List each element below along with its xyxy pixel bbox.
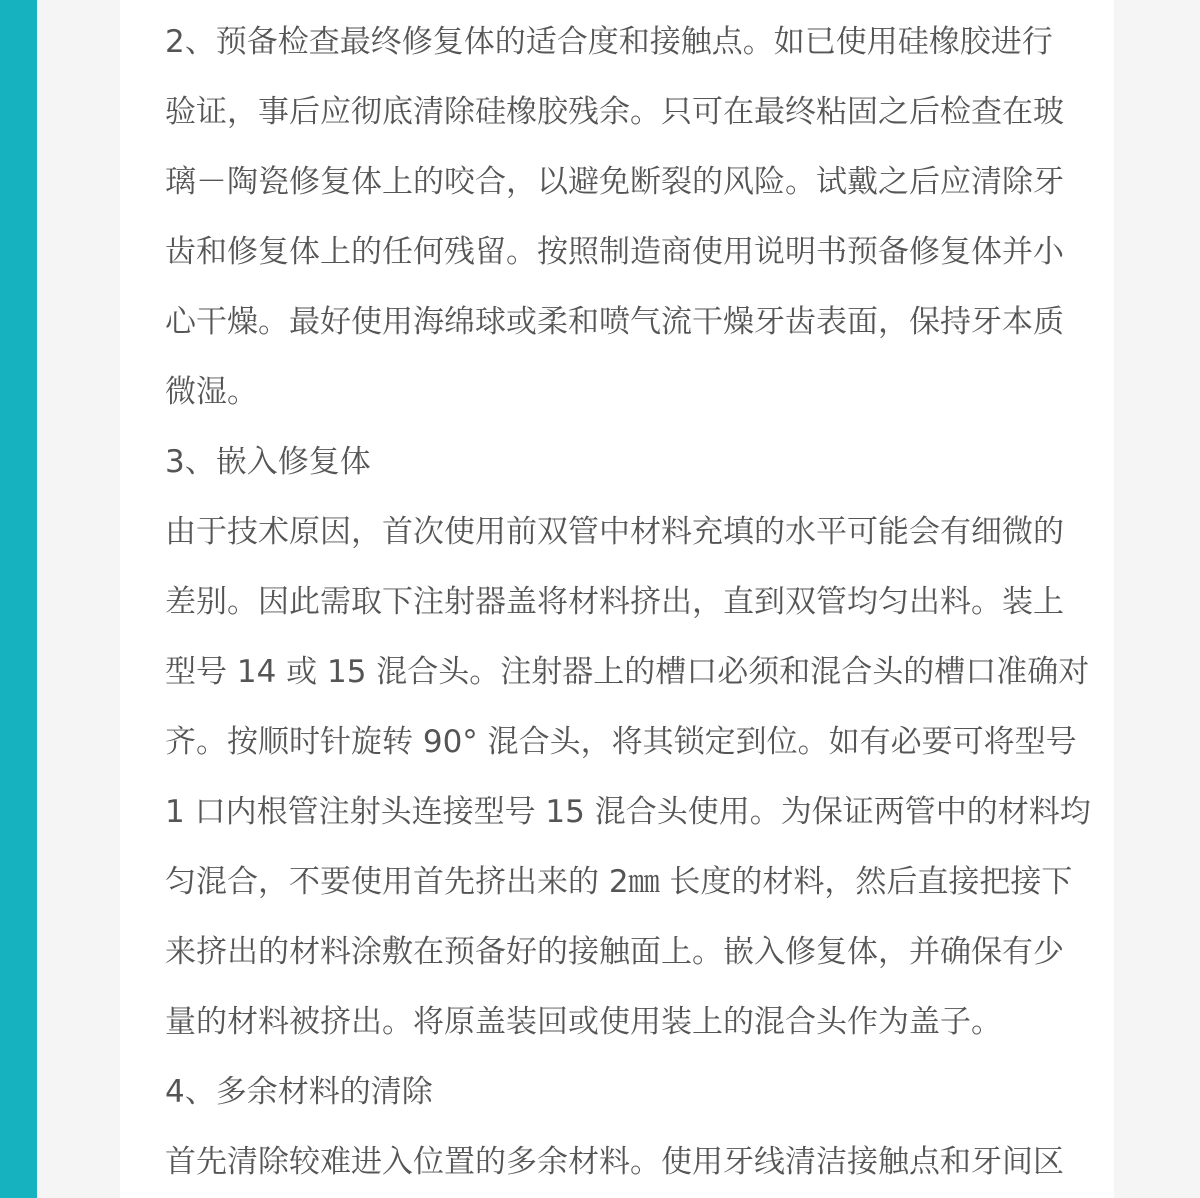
- section-heading-3: 3、嵌入修复体: [165, 444, 371, 480]
- right-margin: [1114, 0, 1200, 1198]
- paragraph-line: 心干燥。最好使用海绵球或柔和喷气流干燥牙齿表面，保持牙本质: [165, 304, 1064, 340]
- paragraph-line: 微湿。: [165, 374, 258, 410]
- paragraph-line: 璃－陶瓷修复体上的咬合，以避免断裂的风险。试戴之后应清除牙: [165, 164, 1064, 200]
- paragraph-line: 齐。按顺时针旋转 90° 混合头，将其锁定到位。如有必要可将型号: [165, 724, 1077, 760]
- paragraph-line: 1 口内根管注射头连接型号 15 混合头使用。为保证两管中的材料均: [165, 794, 1091, 830]
- paragraph-line: 差别。因此需取下注射器盖将材料挤出，直到双管均匀出料。装上: [165, 584, 1064, 620]
- paragraph-line: 首先清除较难进入位置的多余材料。使用牙线清洁接触点和牙间区: [165, 1144, 1064, 1180]
- left-accent-bar: [0, 0, 37, 1198]
- paragraph-line: 来挤出的材料涂敷在预备好的接触面上。嵌入修复体，并确保有少: [165, 934, 1064, 970]
- paragraph-line: 齿和修复体上的任何残留。按照制造商使用说明书预备修复体并小: [165, 234, 1064, 270]
- paragraph-line: 型号 14 或 15 混合头。注射器上的槽口必须和混合头的槽口准确对: [165, 654, 1090, 690]
- section-heading-4: 4、多余材料的清除: [165, 1074, 433, 1110]
- paragraph-line: 量的材料被挤出。将原盖装回或使用装上的混合头作为盖子。: [165, 1004, 1002, 1040]
- paragraph-line: 验证，事后应彻底清除硅橡胶残余。只可在最终粘固之后检查在玻: [165, 94, 1064, 130]
- paragraph-line: 2、预备检查最终修复体的适合度和接触点。如已使用硅橡胶进行: [165, 24, 1053, 60]
- paragraph-line: 匀混合，不要使用首先挤出来的 2㎜ 长度的材料，然后直接把接下: [165, 864, 1073, 900]
- left-gutter: [37, 0, 120, 1198]
- paragraph-line: 由于技术原因，首次使用前双管中材料充填的水平可能会有细微的: [165, 514, 1064, 550]
